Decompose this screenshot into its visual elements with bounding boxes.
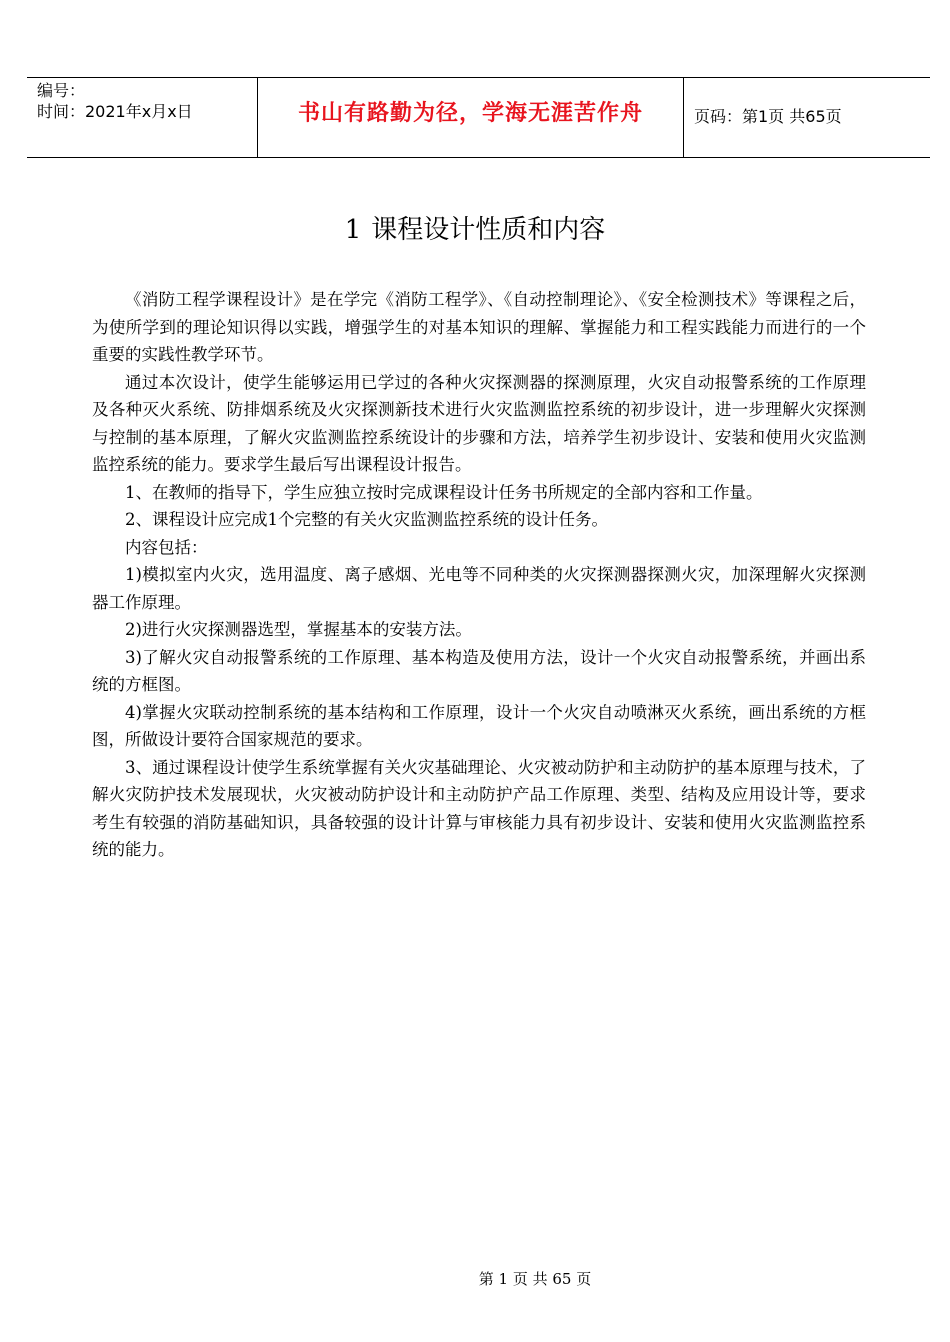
paragraph: 1)模拟室内火灾，选用温度、离子感烟、光电等不同种类的火灾探测器探测火灾，加深理解火灾探测器工作原理。 [92,565,866,612]
page-header [27,77,930,158]
serial-label: 编号： [37,81,86,100]
paragraph: 4)掌握火灾联动控制系统的基本结构和工作原理，设计一个火灾自动喷淋灭火系统，画出系统的方框图，所做设计要符合国家规范的要求。 [92,702,866,749]
paragraph: 1、在教师的指导下，学生应独立按时完成课程设计任务书所规定的全部内容和工作量。 [125,482,763,502]
time-label: 时间：2021年x月x日 [37,102,193,121]
paragraph: 《消防工程学课程设计》是在学完《消防工程学》、《自动控制理论》、《安全检测技术》等课程之后，为使所学到的理论知识得以实践，增强学生的对基本知识的理解、掌握能力和工程实践能力而进行的一个重要的实践性教学环节。 [92,290,866,364]
document-body [92,286,866,864]
header-motto-cell [258,78,684,157]
section-title [0,213,950,247]
paragraph: 2)进行火灾探测器选型，掌握基本的安装方法。 [125,620,472,639]
page-footer [0,1268,950,1289]
section-number: 1 [344,215,362,245]
section-title-text: 课程设计性质和内容 [371,215,606,245]
header-meta [27,78,258,157]
paragraph: 3、通过课程设计使学生系统掌握有关火灾基础理论、火灾被动防护和主动防护的基本原理与技术，了解火灾防护技术发展现状，火灾被动防护设计和主动防护产品工作原理、类型、结构及应用设计等，要求考生有较强的消防基础知识，具备较强的设计计算与审核能力具有初步设计、安装和使用火灾监测监控系统的能力。 [92,757,866,859]
paragraph: 3)了解火灾自动报警系统的工作原理、基本构造及使用方法，设计一个火灾自动报警系统，并画出系统的方框图。 [92,647,866,694]
page-info-text: 页码：第1页 共65页 [694,107,842,126]
footer-page-number: 第 1 页 共 65 页 [478,1270,592,1288]
paragraph: 2、课程设计应完成1个完整的有关火灾监测监控系统的设计任务。 [125,510,608,529]
header-page-info [684,78,930,157]
paragraph: 内容包括： [125,537,208,557]
motto-text: 书山有路勤为径，学海无涯苦作舟 [297,101,643,126]
paragraph: 通过本次设计，使学生能够运用已学过的各种火灾探测器的探测原理，火灾自动报警系统的工作原理及各种灭火系统、防排烟系统及火灾探测新技术进行火灾监测监控系统的初步设计，进一步理解火灾探测与控制的基本原理，了解火灾监测监控系统设计的步骤和方法，培养学生初步设计、安装和使用火灾监测监控系统的能力。要求学生最后写出课程设计报告。 [92,372,866,474]
